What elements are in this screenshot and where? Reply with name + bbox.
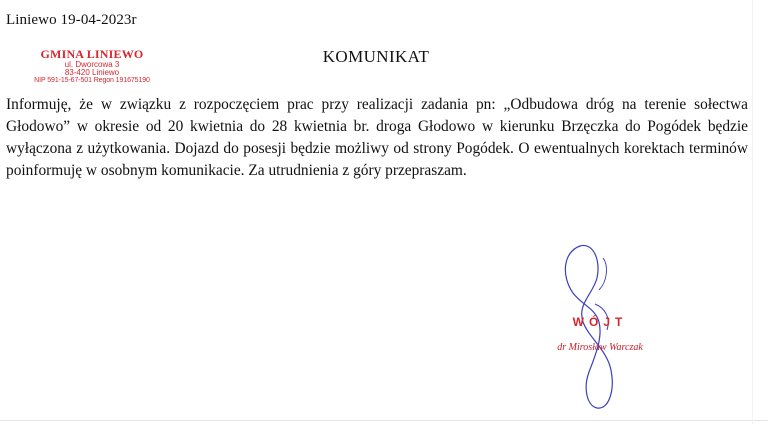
stamp-name: GMINA LINIEWO [40, 47, 144, 61]
signature-title: WÓJT [572, 315, 628, 329]
place-and-date: Liniewo 19-04-2023r [6, 12, 137, 28]
right-divider [752, 0, 753, 424]
document-title-text: KOMUNIKAT [322, 47, 430, 66]
stamp-ids: NIP 591-15-67-501 Regon 191675190 [34, 77, 150, 85]
stamp-postal: 83-420 Liniewo [64, 67, 120, 77]
bottom-divider [0, 420, 768, 421]
stamp-street: ul. Dworcowa 3 [64, 59, 120, 69]
document-title [0, 47, 768, 67]
signature-block [525, 238, 675, 418]
signature-name: dr Mirosław Warczak [557, 342, 643, 353]
announcement-body: Informuję, że w związku z rozpoczęciem prac przy realizacji zadania pn: „Odbudowa dróg na terenie sołectwa Głodowo” w okresie od 20 kwietnia do 28 kwietnia br. droga Głodowo w kierunku Brzęczka do Pogódek będzie wyłączona z użytkowania. Dojazd do posesji będzie możliwy od strony Pogódek. O ewentualnych korektach terminów poinformuję w osobnym komunikacie. Za utrudnienia z góry przepraszam. [6, 96, 748, 179]
